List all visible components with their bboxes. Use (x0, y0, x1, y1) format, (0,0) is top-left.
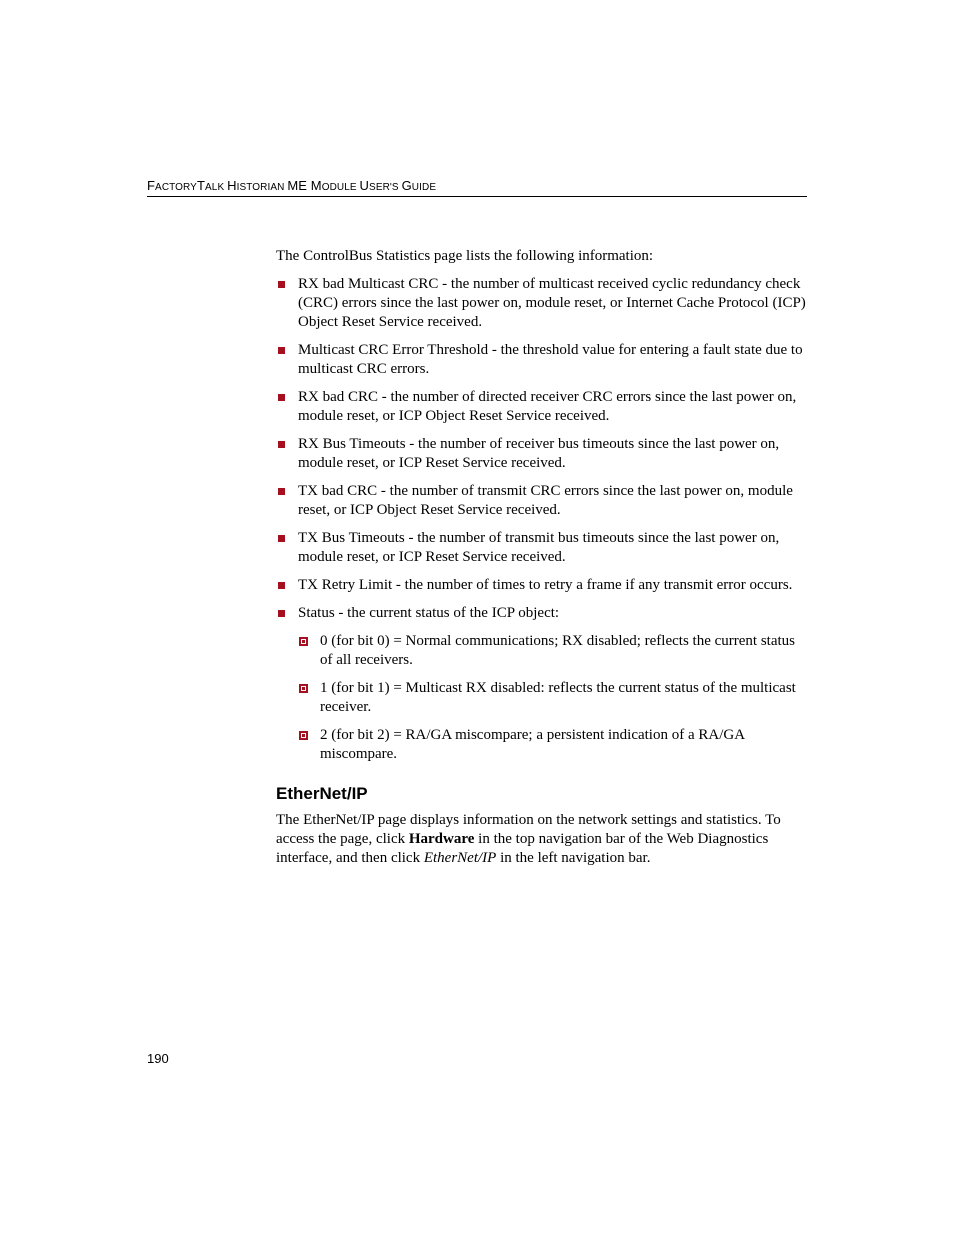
list-item-text: TX Bus Timeouts - the number of transmit bus timeouts since the last power on, module reset, or ICP Reset Service received. (298, 530, 780, 565)
running-header (147, 178, 807, 197)
header-part: USER'S (359, 178, 402, 193)
list-item-text: RX Bus Timeouts - the number of receiver bus timeouts since the last power on, module reset, or ICP Reset Service received. (298, 436, 780, 471)
list-item (276, 482, 811, 520)
square-bullet-icon (278, 488, 285, 495)
header-part: MODULE (310, 178, 360, 193)
list-item (276, 604, 811, 764)
sublist-item-text: 0 (for bit 0) = Normal communications; RX disabled; reflects the current status of all receivers. (320, 633, 796, 668)
square-bullet-icon (278, 610, 285, 617)
section-paragraph: The EtherNet/IP page displays information on the network settings and statistics. To access the page, click Hardware in the top navigation bar of the Web Diagnostics interface, and then click EtherNet/IP in the left navigation bar. (276, 812, 781, 866)
list-item (276, 435, 811, 473)
sublist-item (298, 632, 811, 670)
square-bullet-icon (278, 535, 285, 542)
list-item-text: Status - the current status of the ICP object: (298, 605, 560, 621)
statistics-list (276, 275, 811, 764)
sublist-item-text: 1 (for bit 1) = Multicast RX disabled: reflects the current status of the multicast receiver. (320, 680, 796, 715)
sublist-item-text: 2 (for bit 2) = RA/GA miscompare; a persistent indication of a RA/GA miscompare. (320, 727, 745, 762)
square-bullet-icon (278, 582, 285, 589)
list-item (276, 576, 811, 595)
sublist-item (298, 726, 811, 764)
main-content (276, 247, 811, 868)
list-item (276, 388, 811, 426)
ethernet-ip-term: EtherNet/IP (423, 850, 497, 866)
list-item-text: Multicast CRC Error Threshold - the threshold value for entering a fault state due to multicast CRC errors. (298, 342, 803, 377)
hollow-square-bullet-icon (299, 684, 308, 693)
list-item-text: RX bad Multicast CRC - the number of multicast received cyclic redundancy check (CRC) errors since the last power on, module reset, or Internet Cache Protocol (ICP) Object Reset Service received. (298, 276, 806, 330)
hardware-term: Hardware (408, 831, 475, 847)
list-item-text: RX bad CRC - the number of directed receiver CRC errors since the last power on, module reset, or ICP Object Reset Service received. (298, 389, 797, 424)
header-part: ME (287, 178, 311, 193)
list-item (276, 275, 811, 332)
hollow-square-bullet-icon (299, 731, 308, 740)
header-part: GUIDE (401, 178, 437, 193)
intro-text: The ControlBus Statistics page lists the following information: (276, 248, 654, 264)
list-item-text: TX bad CRC - the number of transmit CRC errors since the last power on, module reset, or ICP Object Reset Service received. (298, 483, 793, 518)
header-part: HISTORIAN (227, 178, 288, 193)
sublist-item (298, 679, 811, 717)
page-number: 190 (147, 1051, 169, 1066)
list-item (276, 341, 811, 379)
square-bullet-icon (278, 281, 285, 288)
header-part: TALK (196, 178, 228, 193)
status-sublist (298, 632, 811, 764)
square-bullet-icon (278, 441, 285, 448)
list-item-text: TX Retry Limit - the number of times to retry a frame if any transmit error occurs. (298, 577, 793, 593)
square-bullet-icon (278, 394, 285, 401)
section-heading: EtherNet/IP (276, 784, 368, 803)
list-item (276, 529, 811, 567)
hollow-square-bullet-icon (299, 637, 308, 646)
square-bullet-icon (278, 347, 285, 354)
header-part: FACTORY (147, 178, 197, 193)
